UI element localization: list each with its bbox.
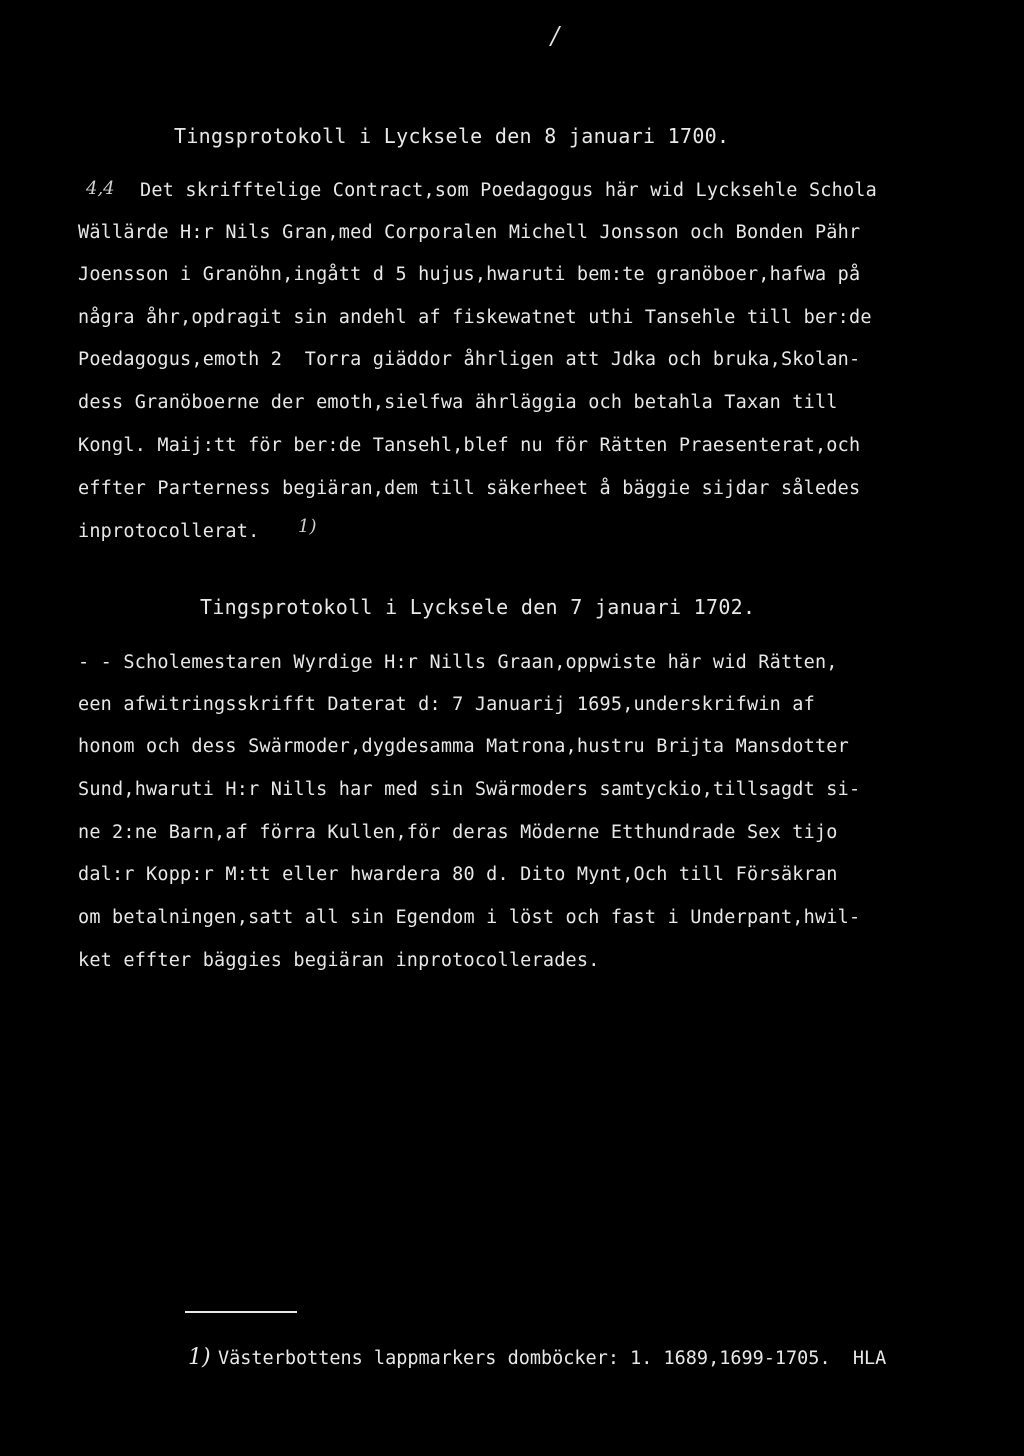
text-line: Poedagogus,emoth 2 Torra giäddor åhrligen att Jdka och bruka,Skolan- — [78, 349, 861, 370]
text-line: ne 2:ne Barn,af förra Kullen,för deras Möderne Etthundrade Sex tijo — [78, 822, 838, 843]
text-line: om betalningen,satt all sin Egendom i löst och fast i Underpant,hwil- — [78, 907, 861, 928]
text-line: - - Scholemestaren Wyrdige H:r Nills Graan,oppwiste här wid Rätten, — [78, 652, 838, 673]
entry-heading-1702: Tingsprotokoll i Lycksele den 7 januari 1702. — [200, 595, 756, 619]
text-line: inprotocollerat. — [78, 521, 260, 542]
text-line: Sund,hwaruti H:r Nills har med sin Swärmoders samtyckio,tillsagdt si- — [78, 779, 861, 800]
text-line: Joensson i Granöhn,ingått d 5 hujus,hwaruti bem:te granöboer,hafwa på — [78, 264, 861, 285]
text-line: een afwitringsskrifft Daterat d: 7 Januarij 1695,underskrifwin af — [78, 694, 815, 715]
entry-heading-1700: Tingsprotokoll i Lycksele den 8 januari 1700. — [174, 124, 730, 148]
footnote-marker: 1) — [188, 1345, 211, 1370]
footnote-text: Västerbottens lappmarkers domböcker: 1. 1689,1699-1705. HLA — [218, 1348, 887, 1369]
footnote-reference: 1) — [298, 516, 317, 537]
text-line: ket effter bäggies begiäran inprotocollerades. — [78, 950, 600, 971]
text-line: Wällärde H:r Nils Gran,med Corporalen Michell Jonsson och Bonden Pähr — [78, 222, 861, 243]
text-line: dess Granöboerne der emoth,sielfwa ährläggia och betahla Taxan till — [78, 392, 838, 413]
text-line: Det skrifftelige Contract,som Poedagogus här wid Lycksehle Schola — [140, 180, 877, 201]
footnote-divider — [185, 1311, 297, 1313]
text-line: Kongl. Maij:tt för ber:de Tansehl,blef nu för Rätten Praesenterat,och — [78, 435, 861, 456]
text-line: effter Parterness begiäran,dem till säkerheet å bäggie sijdar således — [78, 478, 861, 499]
page-mark: / — [551, 22, 560, 50]
handwritten-margin-mark: 4,4 — [86, 178, 115, 199]
text-line: honom och dess Swärmoder,dygdesamma Matrona,hustru Brijta Mansdotter — [78, 736, 849, 757]
text-line: dal:r Kopp:r M:tt eller hwardera 80 d. Dito Mynt,Och till Försäkran — [78, 864, 838, 885]
text-line: några åhr,opdragit sin andehl af fiskewatnet uthi Tansehle till ber:de — [78, 307, 872, 328]
